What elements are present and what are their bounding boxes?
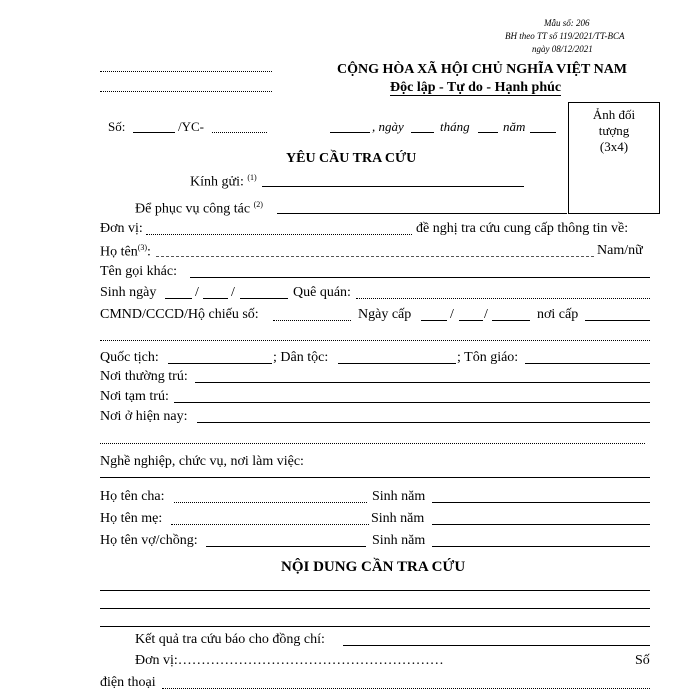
address-continuation-line[interactable] xyxy=(100,443,645,444)
day-field[interactable] xyxy=(411,132,434,133)
ho-ten-cha-label: Họ tên cha: xyxy=(100,489,165,504)
form-title: YÊU CẦU TRA CỨU xyxy=(286,151,417,166)
ngay-cap-label: Ngày cấp xyxy=(358,307,412,322)
tam-tru-field[interactable] xyxy=(174,402,650,403)
vo-chong-sinh-nam-field[interactable] xyxy=(432,546,650,547)
section-title: NỘI DUNG CẦN TRA CỨU xyxy=(281,559,466,575)
thuong-tru-label: Nơi thường trú: xyxy=(100,369,188,384)
dan-toc-label: ; Dân tộc: xyxy=(273,350,329,365)
dien-thoai-label: điện thoại xyxy=(100,675,156,690)
de-nghi-text: đề nghị tra cứu cung cấp thông tin về: xyxy=(416,221,629,236)
issuing-unit-line[interactable] xyxy=(100,91,272,92)
ten-goi-khac-label: Tên gọi khác: xyxy=(100,264,177,279)
issue-sep-1: / xyxy=(450,307,454,322)
cmnd-field[interactable] xyxy=(273,320,351,321)
ton-giao-field[interactable] xyxy=(525,363,650,364)
footer-so-label: Số xyxy=(635,653,650,668)
kinh-gui-label: Kính gửi: $^{(1)}$ xyxy=(190,173,257,190)
photo-label-3: (3x4) xyxy=(599,139,629,154)
cha-sinh-nam-label: Sinh năm xyxy=(372,489,426,504)
ho-ten-me-field[interactable] xyxy=(171,524,369,525)
issue-day-field[interactable] xyxy=(421,320,447,321)
dan-toc-field[interactable] xyxy=(338,363,456,364)
birth-sep-1: / xyxy=(195,285,199,300)
tam-tru-label: Nơi tạm trú: xyxy=(100,389,169,404)
issuing-agency-line[interactable] xyxy=(100,71,272,72)
que-quan-label: Quê quán: xyxy=(293,285,351,300)
content-line-3[interactable] xyxy=(100,626,650,627)
yc-label: /YC- xyxy=(178,119,204,134)
ho-ten-field[interactable] xyxy=(156,256,594,257)
birth-day-field[interactable] xyxy=(165,298,192,299)
kinh-gui-field[interactable] xyxy=(262,186,524,187)
ten-goi-khac-field[interactable] xyxy=(190,277,650,278)
issue-month-field[interactable] xyxy=(459,320,483,321)
yc-code-field[interactable] xyxy=(212,132,267,133)
ket-qua-field[interactable] xyxy=(343,645,650,646)
ton-giao-label: ; Tôn giáo: xyxy=(457,350,519,365)
footer-don-vi-label: Đơn vị:………………………………………………… xyxy=(135,653,444,668)
nam-label: năm xyxy=(503,119,526,134)
content-line-2[interactable] xyxy=(100,608,650,609)
ho-ten-label: Họ tên$^{(3)}$: xyxy=(100,243,151,260)
noi-cap-field[interactable] xyxy=(585,320,650,321)
nghe-nghiep-field[interactable] xyxy=(100,477,650,478)
form-regulation-date: ngày 08/12/2021 xyxy=(532,44,593,54)
birth-month-field[interactable] xyxy=(203,298,228,299)
don-vi-field[interactable] xyxy=(146,234,412,235)
ngay-label: , ngày xyxy=(372,119,404,134)
cmnd-label: CMND/CCCD/Hộ chiếu số: xyxy=(100,307,259,322)
me-sinh-nam-field[interactable] xyxy=(432,524,650,525)
thuong-tru-field[interactable] xyxy=(195,382,650,383)
form-regulation: BH theo TT số 119/2021/TT-BCA xyxy=(505,31,625,41)
year-field[interactable] xyxy=(530,132,556,133)
motto: Độc lập - Tự do - Hạnh phúc xyxy=(390,80,562,95)
don-vi-label: Đơn vị: xyxy=(100,221,143,236)
o-hien-nay-field[interactable] xyxy=(197,422,650,423)
quoc-tich-label: Quốc tịch: xyxy=(100,350,159,365)
ket-qua-label: Kết quả tra cứu báo cho đồng chí: xyxy=(135,632,325,647)
photo-box xyxy=(568,102,660,214)
que-quan-field[interactable] xyxy=(356,298,650,299)
month-field[interactable] xyxy=(478,132,498,133)
content-line-1[interactable] xyxy=(100,590,650,591)
nghe-nghiep-label: Nghề nghiệp, chức vụ, nơi làm việc: xyxy=(100,454,304,469)
birth-sep-2: / xyxy=(231,285,235,300)
ho-ten-vo-chong-label: Họ tên vợ/chồng: xyxy=(100,533,198,548)
ho-ten-me-label: Họ tên mẹ: xyxy=(100,511,163,526)
place-field[interactable] xyxy=(330,132,370,133)
cmnd-continuation-line[interactable] xyxy=(100,340,650,341)
quoc-tich-field[interactable] xyxy=(168,363,272,364)
noi-cap-label: nơi cấp xyxy=(537,307,579,322)
phuc-vu-field[interactable] xyxy=(277,213,567,214)
issue-year-field[interactable] xyxy=(492,320,530,321)
form-number: Mẫu số: 206 xyxy=(544,18,590,28)
nam-nu-label: Nam/nữ xyxy=(597,243,643,258)
ho-ten-cha-field[interactable] xyxy=(174,502,367,503)
sinh-ngay-label: Sinh ngày xyxy=(100,285,157,300)
issue-sep-2: / xyxy=(484,307,488,322)
birth-year-field[interactable] xyxy=(240,298,288,299)
thang-label: tháng xyxy=(440,119,470,134)
so-number-field[interactable] xyxy=(133,132,175,133)
dien-thoai-field[interactable] xyxy=(162,688,650,689)
vo-chong-sinh-nam-label: Sinh năm xyxy=(372,533,426,548)
ho-ten-vo-chong-field[interactable] xyxy=(206,546,366,547)
photo-label-2: tượng xyxy=(598,123,630,138)
me-sinh-nam-label: Sinh năm xyxy=(371,511,425,526)
photo-label-1: Ảnh đối xyxy=(592,107,636,122)
cha-sinh-nam-field[interactable] xyxy=(432,502,650,503)
o-hien-nay-label: Nơi ở hiện nay: xyxy=(100,409,188,424)
so-label: Số: xyxy=(108,119,126,134)
phuc-vu-label: Để phục vụ công tác $^{(2)}$ xyxy=(135,200,263,217)
country-name: CỘNG HÒA XÃ HỘI CHỦ NGHĨA VIỆT NAM xyxy=(337,62,628,77)
